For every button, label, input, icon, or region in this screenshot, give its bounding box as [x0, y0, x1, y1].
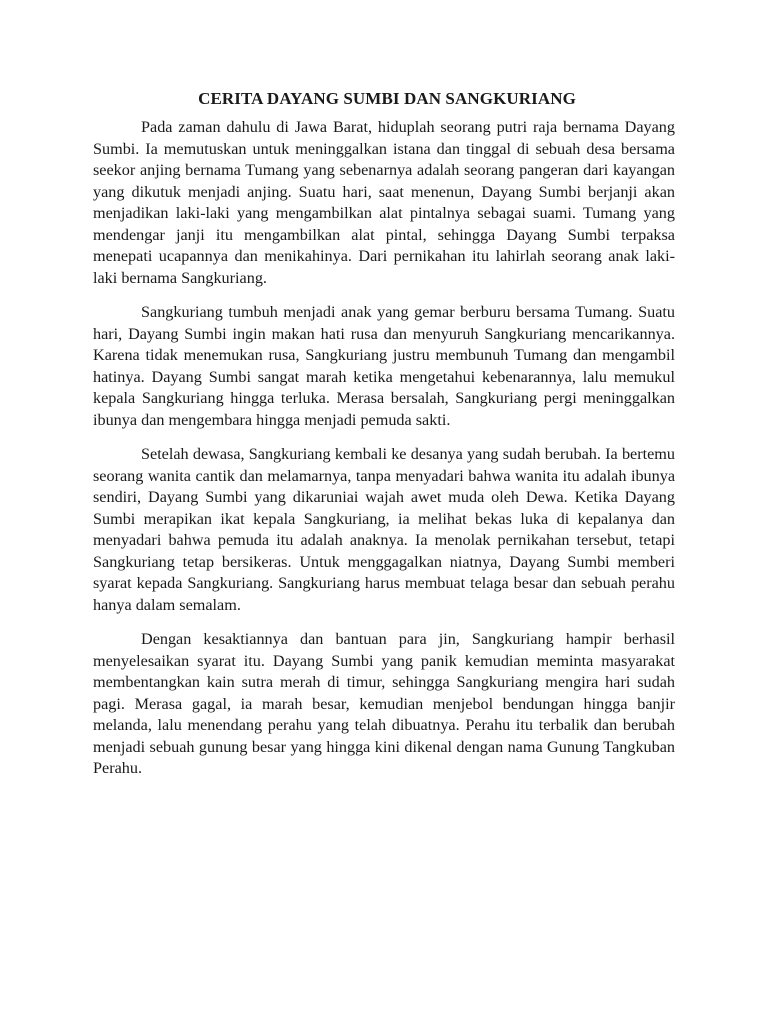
- document-body: [93, 86, 675, 793]
- paragraph-3: Setelah dewasa, Sangkuriang kembali ke desanya yang sudah berubah. Ia bertemu seorang wanita cantik dan melamarnya, tanpa menyadari bahwa wanita itu adalah ibunya sendiri, Dayang Sumbi yang dikaruniai wajah awet muda oleh Dewa. Ketika Dayang Sumbi merapikan ikat kepala Sangkuriang, ia melihat bekas luka di kepalanya dan menyadari bahwa pemuda itu adalah anaknya. Ia menolak pernikahan tersebut, tetapi Sangkuriang tetap bersikeras. Untuk menggagalkan niatnya, Dayang Sumbi memberi syarat kepada Sangkuriang. Sangkuriang harus membuat telaga besar dan sebuah perahu hanya dalam semalam.: [93, 445, 675, 614]
- document-title: CERITA DAYANG SUMBI DAN SANGKURIANG: [198, 89, 576, 108]
- paragraph-4: Dengan kesaktiannya dan bantuan para jin, Sangkuriang hampir berhasil menyelesaikan syarat itu. Dayang Sumbi yang panik kemudian meminta masyarakat membentangkan kain sutra merah di timur, sehingga Sangkuriang mengira hari sudah pagi. Merasa gagal, ia marah besar, kemudian menjebol bendungan hingga banjir melanda, lalu menendang perahu yang telah dibuatnya. Perahu itu terbalik dan berubah menjadi sebuah gunung besar yang hingga kini dikenal dengan nama Gunung Tangkuban Perahu.: [93, 630, 675, 777]
- paragraph-2: Sangkuriang tumbuh menjadi anak yang gemar berburu bersama Tumang. Suatu hari, Dayang Sumbi ingin makan hati rusa dan menyuruh Sangkuriang mencarikannya. Karena tidak menemukan rusa, Sangkuriang justru membunuh Tumang dan mengambil hatinya. Dayang Sumbi sangat marah ketika mengetahui kebenarannya, lalu memukul kepala Sangkuriang hingga terluka. Merasa bersalah, Sangkuriang pergi meninggalkan ibunya dan mengembara hingga menjadi pemuda sakti.: [93, 303, 675, 429]
- paragraph-1: Pada zaman dahulu di Jawa Barat, hiduplah seorang putri raja bernama Dayang Sumbi. Ia memutuskan untuk meninggalkan istana dan tinggal di sebuah desa bersama seekor anjing bernama Tumang yang sebenarnya adalah seorang pangeran dari kayangan yang dikutuk menjadi anjing. Suatu hari, saat menenun, Dayang Sumbi berjanji akan menjadikan laki-laki yang mengambilkan alat pintalnya sebagai suami. Tumang yang mendengar janji itu mengambilkan alat pintal, sehingga Dayang Sumbi terpaksa menepati ucapannya dan menikahinya. Dari pernikahan itu lahirlah seorang anak laki-laki bernama Sangkuriang.: [93, 118, 675, 287]
